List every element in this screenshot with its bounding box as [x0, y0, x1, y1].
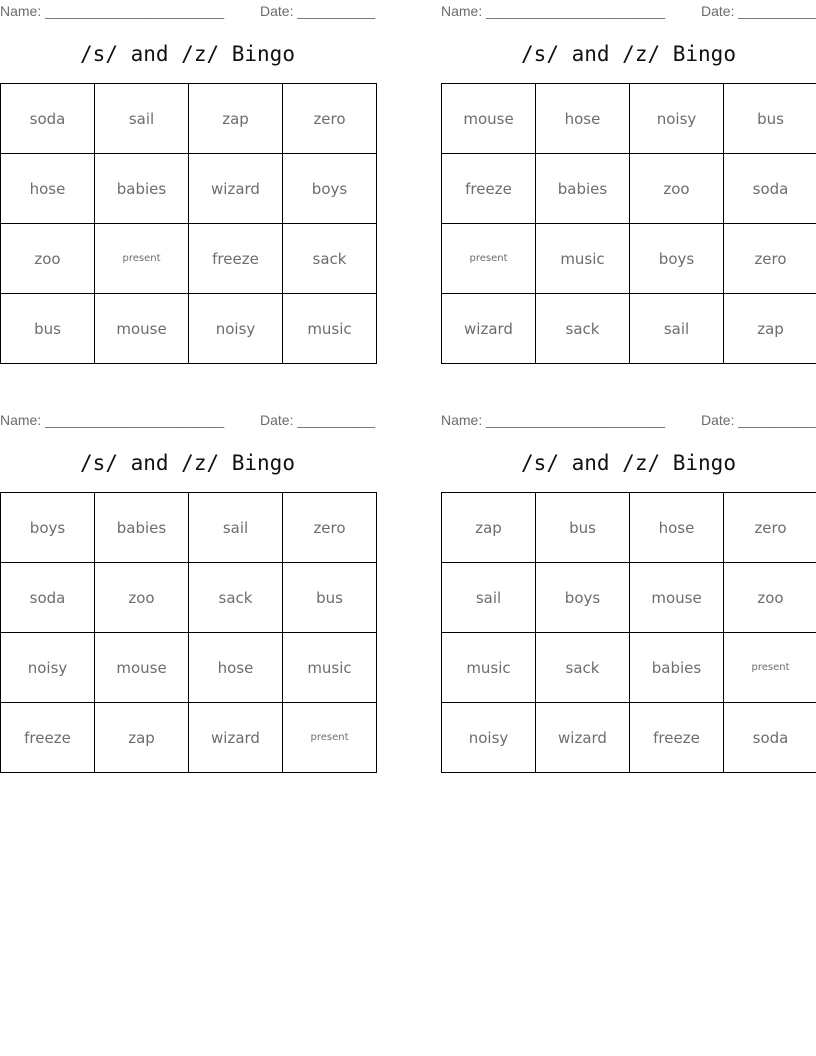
card-title: /s/ and /z/ Bingo	[80, 42, 295, 66]
bingo-cell: sack	[283, 224, 377, 294]
grid-row	[442, 493, 816, 563]
bingo-card	[0, 409, 375, 774]
bingo-cell: sail	[630, 294, 724, 364]
bingo-cell: freeze	[442, 154, 536, 224]
date-label: Date: __________	[701, 412, 816, 428]
date-label: Date: __________	[260, 412, 376, 428]
bingo-cell: noisy	[189, 294, 283, 364]
grid-row	[442, 633, 816, 703]
bingo-grid	[441, 83, 816, 364]
bingo-cell: wizard	[189, 703, 283, 773]
bingo-cell: soda	[724, 154, 816, 224]
bingo-cell: music	[536, 224, 630, 294]
grid-row	[1, 224, 377, 294]
bingo-cell: zero	[283, 84, 377, 154]
bingo-cell: zap	[442, 493, 536, 563]
bingo-cell: hose	[1, 154, 95, 224]
bingo-cell: sack	[536, 633, 630, 703]
name-label: Name: _______________________	[0, 412, 225, 428]
bingo-cell: freeze	[189, 224, 283, 294]
bingo-cell: hose	[536, 84, 630, 154]
bingo-cell: hose	[189, 633, 283, 703]
bingo-cell: sail	[95, 84, 189, 154]
bingo-grid	[0, 83, 377, 364]
grid-row	[442, 224, 816, 294]
bingo-cell: wizard	[442, 294, 536, 364]
bingo-cell: freeze	[1, 703, 95, 773]
grid-row	[1, 294, 377, 364]
bingo-cell: zap	[189, 84, 283, 154]
bingo-cell: freeze	[630, 703, 724, 773]
card-title: /s/ and /z/ Bingo	[521, 42, 736, 66]
bingo-card	[0, 0, 375, 365]
bingo-cell: mouse	[630, 563, 724, 633]
bingo-cell: sack	[536, 294, 630, 364]
card-title: /s/ and /z/ Bingo	[521, 451, 736, 475]
bingo-cell: zero	[724, 224, 816, 294]
grid-row	[442, 84, 816, 154]
bingo-card	[441, 409, 816, 774]
bingo-cell: soda	[724, 703, 816, 773]
bingo-cell: zero	[724, 493, 816, 563]
grid-row	[442, 563, 816, 633]
bingo-card	[441, 0, 816, 365]
name-label: Name: _______________________	[441, 412, 666, 428]
grid-row	[1, 493, 377, 563]
bingo-cell: babies	[95, 493, 189, 563]
grid-row	[1, 563, 377, 633]
bingo-cell: soda	[1, 84, 95, 154]
bingo-cell: bus	[1, 294, 95, 364]
bingo-cell: noisy	[1, 633, 95, 703]
bingo-cell: mouse	[95, 294, 189, 364]
bingo-cell: present	[283, 703, 377, 773]
grid-row	[1, 633, 377, 703]
bingo-cell: hose	[630, 493, 724, 563]
bingo-cell: wizard	[536, 703, 630, 773]
bingo-cell: present	[442, 224, 536, 294]
bingo-cell: boys	[630, 224, 724, 294]
bingo-cell: wizard	[189, 154, 283, 224]
bingo-cell: present	[95, 224, 189, 294]
bingo-cell: music	[442, 633, 536, 703]
bingo-cell: sail	[189, 493, 283, 563]
bingo-cell: zap	[95, 703, 189, 773]
bingo-cell: sack	[189, 563, 283, 633]
bingo-cell: babies	[536, 154, 630, 224]
grid-row	[442, 703, 816, 773]
grid-row	[1, 703, 377, 773]
bingo-cell: soda	[1, 563, 95, 633]
bingo-cell: zero	[283, 493, 377, 563]
bingo-cell: boys	[536, 563, 630, 633]
grid-row	[442, 154, 816, 224]
bingo-grid	[441, 492, 816, 773]
bingo-grid	[0, 492, 377, 773]
date-label: Date: __________	[701, 3, 816, 19]
bingo-cell: babies	[630, 633, 724, 703]
bingo-cell: noisy	[442, 703, 536, 773]
bingo-cell: noisy	[630, 84, 724, 154]
bingo-cell: music	[283, 294, 377, 364]
bingo-cell: zoo	[630, 154, 724, 224]
bingo-cell: zap	[724, 294, 816, 364]
bingo-cell: sail	[442, 563, 536, 633]
bingo-cell: zoo	[95, 563, 189, 633]
name-label: Name: _______________________	[441, 3, 666, 19]
bingo-cell: bus	[724, 84, 816, 154]
bingo-cell: boys	[1, 493, 95, 563]
bingo-cell: bus	[283, 563, 377, 633]
bingo-cell: mouse	[442, 84, 536, 154]
bingo-cell: zoo	[724, 563, 816, 633]
bingo-cell: present	[724, 633, 816, 703]
bingo-cell: zoo	[1, 224, 95, 294]
name-label: Name: _______________________	[0, 3, 225, 19]
card-title: /s/ and /z/ Bingo	[80, 451, 295, 475]
grid-row	[442, 294, 816, 364]
bingo-cell: babies	[95, 154, 189, 224]
bingo-cell: mouse	[95, 633, 189, 703]
grid-row	[1, 84, 377, 154]
date-label: Date: __________	[260, 3, 376, 19]
bingo-cell: bus	[536, 493, 630, 563]
grid-row	[1, 154, 377, 224]
bingo-cell: boys	[283, 154, 377, 224]
bingo-cell: music	[283, 633, 377, 703]
